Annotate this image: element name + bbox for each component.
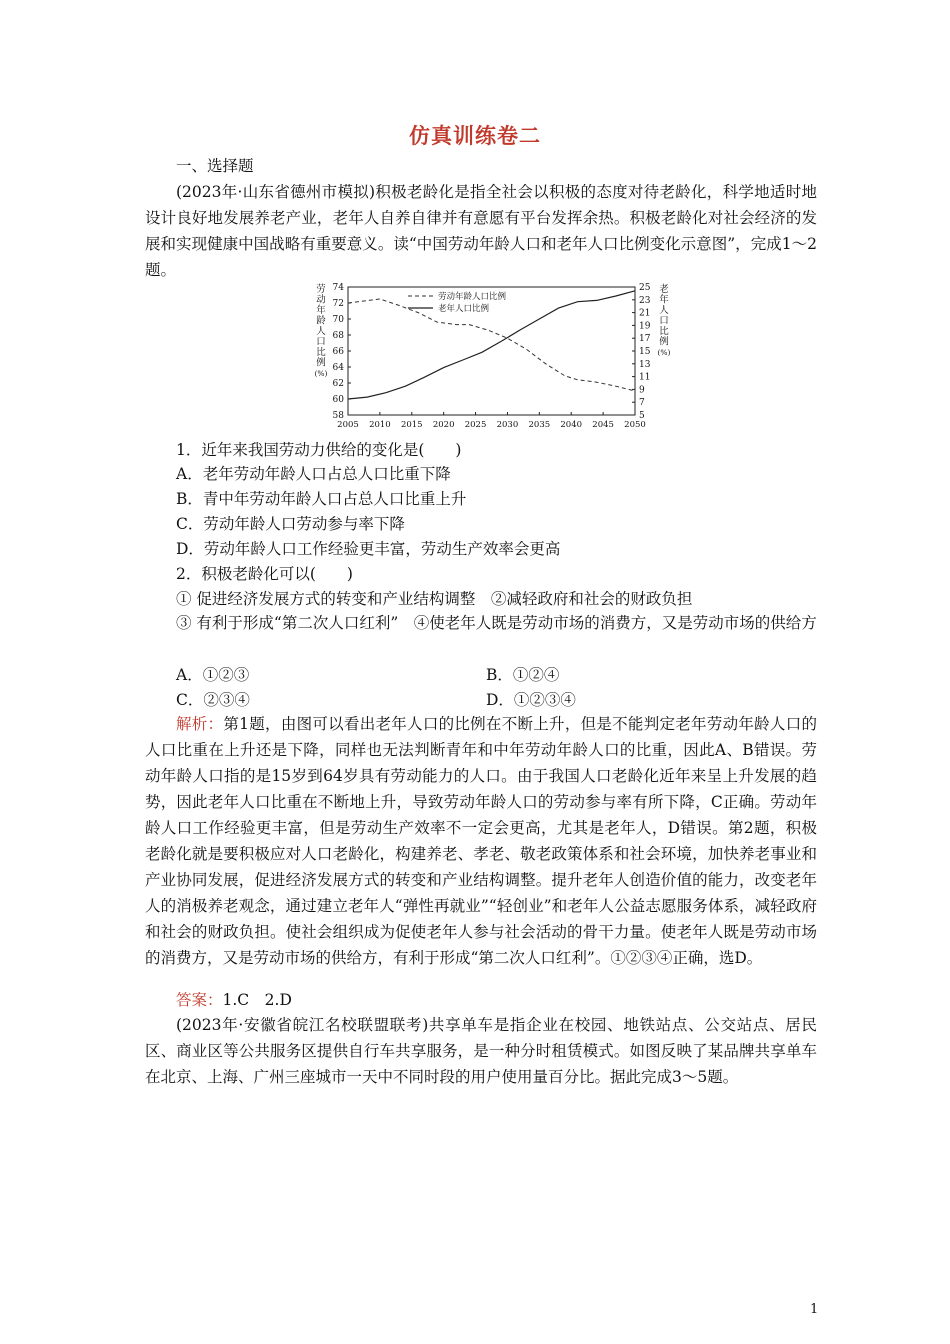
left-axis-unit: (%) [314,369,328,378]
left-tick-label: 62 [332,379,344,389]
x-tick-label: 2010 [369,420,391,430]
answer-line [176,987,292,1013]
right-axis-title-char: 例 [659,336,669,348]
left-tick-label: 60 [332,395,344,405]
left-axis-title-char: 动 [316,294,326,306]
left-tick-label: 58 [332,411,344,421]
q1-option-d: D．劳动年龄人口工作经验更丰富，劳动生产效率会更高 [176,540,561,558]
right-axis-title-char: 老 [659,284,669,295]
right-tick-label: 5 [639,411,645,421]
right-axis-title-char: 人 [659,305,669,316]
right-tick-label: 7 [639,398,645,409]
right-tick-label: 13 [639,359,651,370]
right-tick-label: 19 [639,321,651,332]
x-tick-label: 2005 [337,420,359,430]
right-axis-unit: (%) [657,348,671,357]
right-axis-title-char: 年 [659,294,669,306]
x-tick-label: 2030 [496,420,519,430]
population-ratio-chart [300,278,680,438]
x-tick-label: 2035 [528,420,551,430]
right-axis-title-char: 比 [659,326,669,337]
left-axis-title-char: 人 [316,326,326,337]
x-tick-label: 2015 [400,420,423,430]
x-tick-label: 2020 [432,420,455,430]
q1-option-c: C．劳动年龄人口劳动参与率下降 [176,515,405,533]
q2-statement-line-2: ③ 有利于形成“第二次人口红利” ④使老年人既是劳动市场的消费方，又是劳动市场的供给方 [176,614,817,632]
right-axis-title-char: 口 [659,315,669,327]
x-tick-label: 2040 [560,420,583,430]
left-axis-title-char: 比 [316,347,326,358]
q1-option-a: A．老年劳动年龄人口占总人口比重下降 [176,465,451,483]
right-tick-label: 25 [639,283,651,293]
x-tick-label: 2050 [624,420,646,430]
section-heading: 一、选择题 [176,157,254,175]
x-tick-label: 2025 [464,420,487,430]
q2-option-c: C．②③④ [176,691,250,709]
intro-paragraph-1: (2023年·山东省德州市模拟)积极老龄化是指全社会以积极的态度对待老龄化，科学地适时地设计良好地发展养老产业，老年人自养自律并有意愿有平台发挥余热。积极老龄化对社会经济的发展和实现健康中国战略有重要意义。读“中国劳动年龄人口和老年人口比例变化示意图”，完成1～2题。 [145,183,817,279]
page-title: 仿真训练卷二 [409,124,541,148]
left-axis-title-char: 口 [316,336,326,348]
left-tick-label: 66 [332,347,344,357]
q2-stem: 2．积极老龄化可以( ) [176,565,353,583]
left-tick-label: 70 [332,315,344,325]
series-line-elderly [348,291,635,399]
answer-label: 答案： [176,991,223,1009]
analysis-paragraph [145,711,817,971]
answer-text: 1.C 2.D [222,991,292,1009]
right-tick-label: 23 [639,295,651,306]
left-axis-title-char: 劳 [316,284,326,295]
left-axis-title-char: 例 [316,357,326,369]
right-tick-label: 11 [639,372,651,383]
right-tick-label: 21 [639,308,651,319]
x-tick-label: 2045 [592,420,614,430]
q2-option-d: D．①②③④ [486,691,576,709]
plot-frame [348,287,635,415]
legend-label-working-age: 劳动年龄人口比例 [438,292,507,302]
analysis-label: 解析： [176,715,224,733]
q1-option-b: B．青中年劳动年龄人口占总人口比重上升 [176,490,467,508]
series-line-working-age [348,299,635,391]
right-tick-label: 15 [639,347,651,357]
q2-option-b: B．①②④ [486,666,560,684]
q2-statement-line-1: ① 促进经济发展方式的转变和产业结构调整 ②减轻政府和社会的财政负担 [176,590,693,608]
analysis-text: 第1题，由图可以看出老年人口的比例在不断上升，但是不能判定老年劳动年龄人口的人口比重在上升还是下降，同样也无法判断青年和中年劳动年龄人口的比重，因此A、B错误。劳动年龄人口指的是15岁到64岁具有劳动能力的人口。由于我国人口老龄化近年来呈上升发展的趋势，因此老年人口比重在不断地上升，导致劳动年龄人口的劳动参与率有所下降，C正确。劳动年龄人口工作经验更丰富，但是劳动生产效率不一定会更高，尤其是老年人，D错误。第2题，积极老龄化就是要积极应对人口老龄化，构建养老、孝老、敬老政策体系和社会环境，加快养老事业和产业协同发展，促进经济发展方式的转变和产业结构调整。提升老年人创造价值的能力，改变老年人的消极养老观念，通过建立老年人“弹性再就业”“轻创业”和老年人公益志愿服务体系，减轻政府和社会的财政负担。使社会组织成为促使老年人参与社会活动的骨干力量。使老年人既是劳动市场的消费方，又是劳动市场的供给方，有利于形成“第二次人口红利”。①②③④正确，选D。 [145,715,817,967]
q2-option-a: A．①②③ [176,666,250,684]
right-tick-label: 17 [639,334,651,345]
right-tick-label: 9 [639,385,645,396]
q1-stem: 1．近年来我国劳动力供给的变化是( ) [176,441,462,459]
intro-paragraph-2: (2023年·安徽省皖江名校联盟联考)共享单车是指企业在校园、地铁站点、公交站点、居民区、商业区等公共服务区提供自行车共享服务，是一种分时租赁模式。如图反映了某品牌共享单车在北京、上海、广州三座城市一天中不同时段的用户使用量百分比。据此完成3～5题。 [145,1016,817,1086]
legend-label-elderly: 老年人口比例 [438,304,490,314]
page-number: 1 [810,1302,819,1317]
left-tick-label: 64 [332,363,344,373]
left-tick-label: 74 [332,283,344,293]
left-axis-title-char: 龄 [316,315,326,327]
left-axis-title-char: 年 [316,305,326,316]
left-tick-label: 72 [332,299,344,309]
left-tick-label: 68 [332,331,344,341]
